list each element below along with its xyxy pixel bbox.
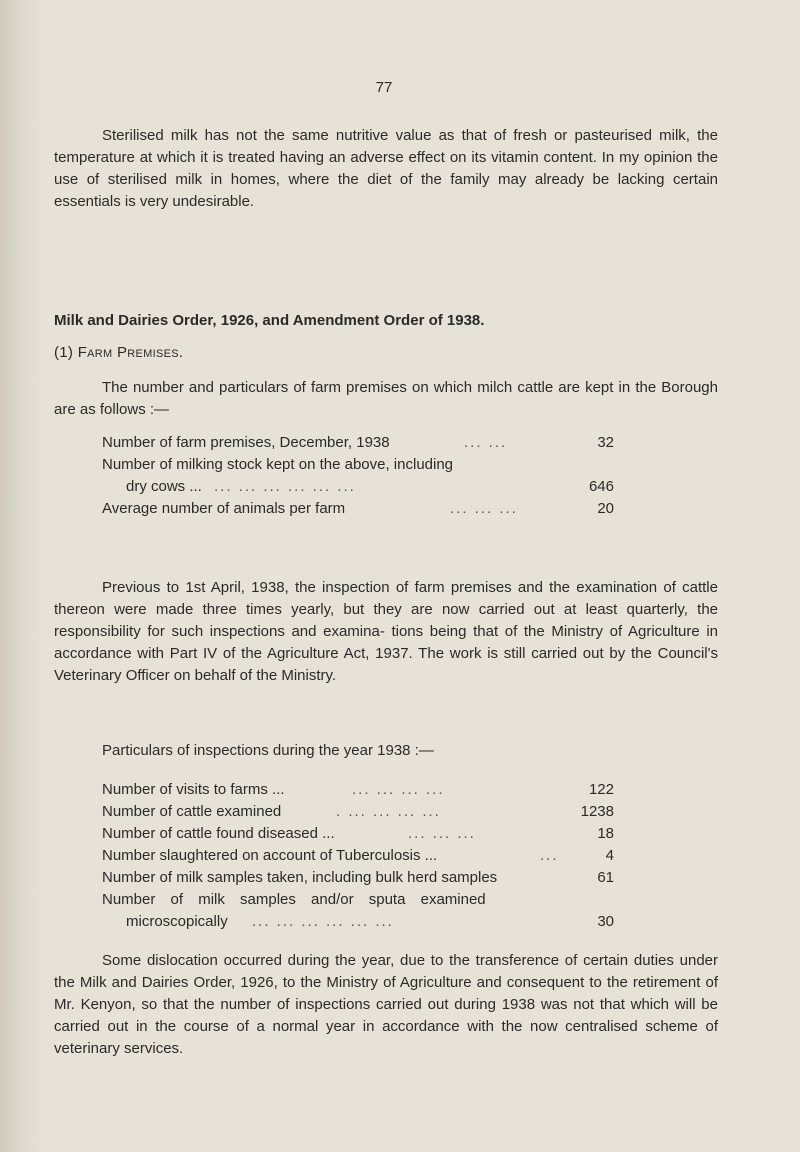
- stat-label: Average number of animals per farm: [102, 500, 346, 517]
- subsection-title: Farm Premises.: [77, 344, 184, 361]
- stat-leader-dots: ... ... ... ... ... ...: [214, 478, 356, 495]
- page-number: 77: [375, 79, 393, 96]
- stat-label: Number of cattle found diseased ...: [102, 825, 335, 842]
- intro-paragraph: Sterilised milk has not the same nutritive value as that of fresh or pasteurised milk, the temperature at which it is treated having an adverse effect on its vitamin content. In my opinion the use of sterilised milk in homes, where the diet of the family may already be lacking certain essentials is very undesirable.: [54, 127, 718, 210]
- stat-value: 32: [597, 434, 614, 451]
- stat-value: 1238: [580, 803, 614, 820]
- document-page: [54, 0, 744, 1152]
- list-item: [102, 454, 614, 476]
- stat-label: Number of visits to farms ...: [102, 781, 285, 798]
- stat-leader-dots: . ... ... ... ...: [336, 803, 441, 820]
- stat-value: 646: [588, 478, 614, 495]
- stat-label: microscopically: [126, 913, 228, 930]
- stat-label: Number of milking stock kept on the above, including: [102, 456, 454, 473]
- farm-stats-list: [102, 432, 614, 520]
- stat-leader-dots: ... ... ...: [408, 825, 476, 842]
- list-item: [102, 823, 614, 845]
- closing-paragraph: Some dislocation occurred during the year, due to the transference of certain duties under the Milk and Dairies Order, 1926, to the Ministry of Agriculture and consequent to the retirement of Mr. Kenyon, so that the number of inspections carried out during 1938 was not that which will be carried out in the course of a normal year in accordance with the now centralised scheme of veterinary services.: [54, 952, 718, 1057]
- stat-leader-dots: ... ... ... ... ... ...: [252, 913, 394, 930]
- stat-label: Number of cattle examined: [102, 803, 282, 820]
- stat-value: 30: [597, 913, 614, 930]
- stat-value: 61: [597, 869, 614, 886]
- stat-leader-dots: ... ...: [464, 434, 508, 451]
- list-item: [102, 498, 614, 520]
- list-item: [102, 779, 614, 801]
- list-item: [102, 889, 614, 911]
- inspection-paragraph: Previous to 1st April, 1938, the inspection of farm premises and the examination of cattle thereon were made three times yearly, but they are now carried out at least quarterly, the responsibility for such inspections and examina- tions being that of the Ministry of Agriculture in accordance with Part IV of the Agriculture Act, 1937. The work is still carried out by the Council's Veterinary Officer on behalf of the Ministry.: [54, 579, 718, 684]
- list-item: [102, 476, 614, 498]
- list-item: [102, 845, 614, 867]
- page-binding-shadow: [0, 0, 44, 1152]
- stat-label: dry cows ...: [126, 478, 202, 495]
- list-item: [102, 911, 614, 933]
- stat-value: 20: [597, 500, 614, 517]
- stat-leader-dots: ... ... ...: [450, 500, 518, 517]
- subsection-number: (1): [54, 344, 74, 361]
- farm-intro-paragraph: The number and particulars of farm premises on which milch cattle are kept in the Borough are as follows :—: [54, 379, 718, 418]
- stat-label: Number slaughtered on account of Tuberculosis ...: [102, 847, 438, 864]
- stat-leader-dots: ... ... ... ...: [352, 781, 445, 798]
- stat-value: 4: [605, 847, 614, 864]
- stat-value: 122: [588, 781, 614, 798]
- stat-label: Number of milk samples taken, including bulk herd samples: [102, 869, 498, 886]
- stat-value: 18: [597, 825, 614, 842]
- particulars-heading: Particulars of inspections during the year 1938 :—: [102, 742, 434, 759]
- section-heading: Milk and Dairies Order, 1926, and Amendment Order of 1938.: [54, 312, 485, 329]
- stat-label: Number of farm premises, December, 1938: [102, 434, 390, 451]
- list-item: [102, 432, 614, 454]
- inspection-stats-list: [102, 779, 614, 933]
- subsection-heading: [54, 344, 183, 361]
- stat-label: Number of milk samples and/or sputa examined: [102, 891, 486, 908]
- stat-leader-dots: ...: [540, 847, 559, 864]
- list-item: [102, 801, 614, 823]
- list-item: [102, 867, 614, 889]
